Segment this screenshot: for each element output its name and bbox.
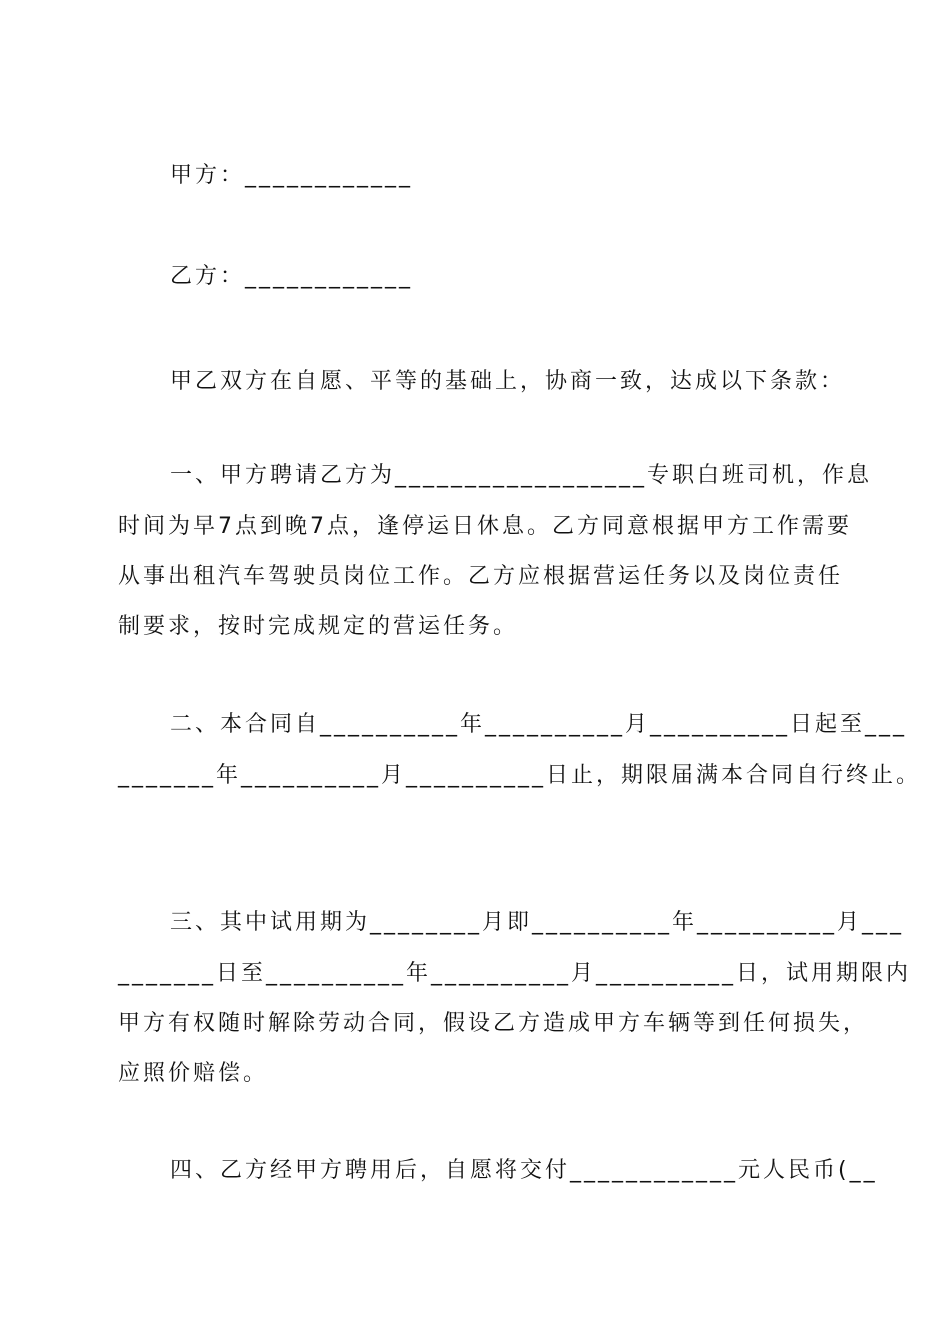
party-a-line: 甲方：____________ [170, 163, 414, 188]
clause-3-line-2: _______日至__________年__________月__________日，试用期限内 [118, 961, 912, 986]
preamble-text: 甲乙双方在自愿、平等的基础上，协商一致，达成以下条款： [170, 369, 846, 394]
clause-3-line-1: 三、其中试用期为________月即__________年__________月___ [170, 910, 905, 935]
clause-1-line-1: 一、甲方聘请乙方为__________________专职白班司机，作息 [170, 463, 873, 488]
clause-1-line-2: 时间为早7点到晚7点，逢停运日休息。乙方同意根据甲方工作需要 [118, 514, 852, 539]
clause-2-line-2: _______年__________月__________日止，期限届满本合同自行终止。 [118, 763, 922, 788]
clause-1-line-4: 制要求，按时完成规定的营运任务。 [118, 614, 519, 639]
party-b-line: 乙方：____________ [170, 264, 414, 289]
clause-3-line-3: 甲方有权随时解除劳动合同，假设乙方造成甲方车辆等到任何损失， [118, 1011, 869, 1036]
clause-3-line-4: 应照价赔偿。 [118, 1061, 269, 1086]
clause-4-line-1: 四、乙方经甲方聘用后，自愿将交付____________元人民币(__ [170, 1158, 878, 1183]
clause-1-line-3: 从事出租汽车驾驶员岗位工作。乙方应根据营运任务以及岗位责任 [118, 564, 844, 589]
clause-2-line-1: 二、本合同自__________年__________月__________日起至___ [170, 712, 908, 737]
